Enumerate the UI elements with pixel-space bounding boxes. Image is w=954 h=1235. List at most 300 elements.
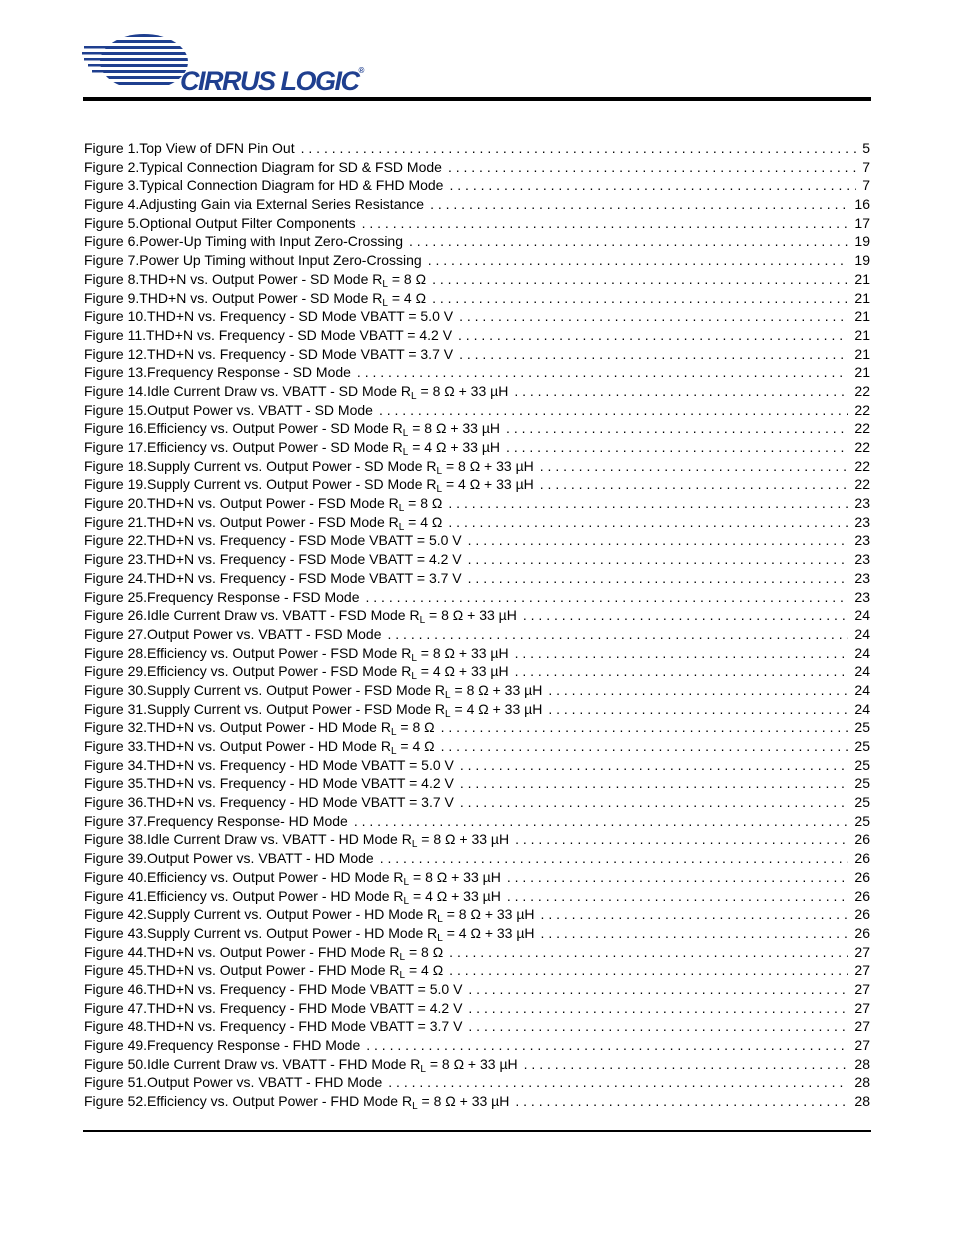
toc-entry[interactable] bbox=[84, 494, 870, 513]
toc-entry-label: Figure 13. bbox=[84, 364, 148, 381]
toc-entry[interactable] bbox=[84, 401, 870, 420]
toc-page-number: 26 bbox=[854, 887, 870, 904]
cirrus-logic-logo bbox=[82, 30, 382, 98]
toc-entry-title bbox=[84, 307, 459, 326]
toc-entry-label: Figure 50. bbox=[84, 1055, 148, 1072]
toc-entry-label: Figure 17. bbox=[84, 439, 148, 455]
toc-leader-dots bbox=[432, 270, 848, 289]
toc-page-number: 19 bbox=[854, 252, 870, 269]
toc-entry[interactable] bbox=[84, 756, 870, 775]
toc-entry-label: Figure 32. bbox=[84, 719, 148, 736]
toc-entry-title bbox=[84, 569, 468, 588]
toc-entry-subscript: L bbox=[437, 932, 443, 943]
toc-entry[interactable] bbox=[84, 363, 870, 382]
toc-entry-subscript: L bbox=[411, 390, 417, 401]
toc-entry[interactable] bbox=[84, 251, 870, 270]
toc-entry-condition: = 8 Ω bbox=[387, 270, 427, 287]
toc-leader-dots bbox=[430, 195, 848, 214]
toc-page-number: 24 bbox=[854, 644, 870, 661]
toc-entry-title bbox=[84, 139, 301, 158]
toc-entry[interactable] bbox=[84, 1017, 870, 1036]
toc-page-number: 23 bbox=[854, 551, 870, 568]
toc-entry[interactable] bbox=[84, 158, 870, 177]
toc-page-number: 24 bbox=[854, 681, 870, 698]
toc-entry-label: Figure 6. bbox=[84, 233, 140, 250]
toc-leader-dots bbox=[524, 1055, 849, 1074]
toc-entry-text: THD+N vs. Frequency - HD Mode VBATT = 3.7 V bbox=[147, 794, 454, 811]
toc-leader-dots bbox=[506, 438, 848, 457]
toc-entry[interactable] bbox=[84, 718, 870, 737]
toc-entry-text: Efficiency vs. Output Power - SD Mode R bbox=[147, 439, 403, 455]
toc-entry-title bbox=[84, 475, 540, 494]
toc-entry-subscript: L bbox=[411, 671, 417, 681]
toc-page-number: 21 bbox=[854, 345, 870, 362]
toc-entry-subscript: L bbox=[436, 465, 443, 476]
toc-entry-text: Output Power vs. VBATT - SD Mode bbox=[147, 401, 373, 418]
toc-entry-title bbox=[84, 382, 514, 401]
toc-leader-dots bbox=[362, 214, 849, 233]
toc-leader-dots bbox=[365, 588, 848, 607]
toc-entry-title bbox=[84, 625, 388, 644]
toc-page-number: 26 bbox=[854, 906, 870, 923]
toc-entry-label: Figure 25. bbox=[84, 588, 148, 605]
toc-entry[interactable] bbox=[84, 1092, 870, 1111]
header-rule bbox=[83, 97, 871, 101]
toc-entry-label: Figure 26. bbox=[84, 607, 148, 624]
toc-entry-title bbox=[84, 401, 379, 420]
toc-entry-text: Output Power vs. VBATT - HD Mode bbox=[147, 850, 374, 867]
toc-leader-dots bbox=[460, 774, 849, 793]
toc-entry-label: Figure 43. bbox=[84, 924, 148, 941]
toc-entry[interactable] bbox=[84, 662, 870, 681]
toc-entry[interactable] bbox=[84, 1055, 870, 1074]
toc-entry-condition: = 8 Ω + 33 µH bbox=[442, 906, 535, 923]
list-of-figures bbox=[84, 139, 870, 1111]
toc-entry[interactable] bbox=[84, 1073, 870, 1092]
toc-page-number: 23 bbox=[854, 532, 870, 549]
toc-entry-label: Figure 18. bbox=[84, 457, 148, 474]
toc-entry-label: Figure 48. bbox=[84, 1018, 148, 1035]
toc-entry-label: Figure 5. bbox=[84, 214, 140, 231]
toc-page-number: 25 bbox=[854, 794, 870, 811]
toc-entry-label: Figure 22. bbox=[84, 532, 148, 549]
toc-entry[interactable] bbox=[84, 176, 870, 195]
toc-page-number: 26 bbox=[854, 831, 870, 848]
toc-leader-dots bbox=[301, 139, 857, 158]
toc-page-number: 28 bbox=[854, 1055, 870, 1072]
toc-entry-condition: = 4 Ω bbox=[387, 289, 427, 306]
toc-entry-text: Supply Current vs. Output Power - SD Mode R bbox=[147, 457, 437, 474]
toc-entry[interactable] bbox=[84, 307, 870, 326]
toc-page-number: 19 bbox=[854, 233, 870, 250]
toc-leader-dots bbox=[468, 550, 849, 569]
toc-entry-condition: = 8 Ω + 33 µH bbox=[416, 382, 509, 399]
toc-entry-title bbox=[84, 700, 548, 719]
toc-page-number: 23 bbox=[854, 513, 870, 530]
toc-leader-dots bbox=[441, 718, 849, 737]
toc-entry[interactable] bbox=[84, 606, 870, 625]
toc-entry-text: Idle Current Draw vs. VBATT - FSD Mode R bbox=[147, 607, 420, 624]
toc-entry[interactable] bbox=[84, 232, 870, 251]
toc-entry-text: THD+N vs. Frequency - SD Mode VBATT = 5.0 V bbox=[147, 308, 454, 325]
toc-entry-condition: = 8 Ω + 33 µH bbox=[409, 868, 501, 885]
toc-entry-text: THD+N vs. Output Power - FHD Mode R bbox=[147, 962, 400, 979]
logo-wordmark: CIRRUS LOGIC bbox=[180, 66, 359, 96]
toc-page-number: 21 bbox=[854, 364, 870, 381]
toc-entry-subscript: L bbox=[445, 708, 451, 719]
toc-entry-label: Figure 14. bbox=[84, 382, 148, 399]
toc-entry-text: THD+N vs. Frequency - FSD Mode VBATT = 4.2 V bbox=[147, 551, 462, 568]
toc-entry[interactable] bbox=[84, 139, 870, 158]
toc-leader-dots bbox=[388, 1073, 848, 1092]
toc-entry[interactable] bbox=[84, 774, 870, 793]
toc-entry-label: Figure 51. bbox=[84, 1074, 148, 1091]
toc-entry-title bbox=[84, 251, 428, 270]
toc-entry-text: Supply Current vs. Output Power - HD Mode R bbox=[147, 906, 438, 923]
toc-leader-dots bbox=[541, 924, 849, 943]
toc-entry-title bbox=[84, 176, 449, 195]
toc-leader-dots bbox=[428, 251, 849, 270]
toc-entry[interactable] bbox=[84, 569, 870, 588]
toc-entry-condition: = 4 Ω + 33 µH bbox=[442, 924, 535, 941]
toc-entry-title bbox=[84, 924, 541, 943]
toc-entry-label: Figure 27. bbox=[84, 625, 148, 642]
toc-entry-label: Figure 41. bbox=[84, 887, 148, 904]
toc-entry[interactable] bbox=[84, 326, 870, 345]
toc-entry-title bbox=[84, 494, 448, 513]
toc-leader-dots bbox=[441, 737, 849, 756]
toc-entry-title bbox=[84, 1073, 388, 1092]
toc-entry-title bbox=[84, 644, 515, 663]
toc-entry-title bbox=[84, 588, 365, 607]
toc-entry-label: Figure 24. bbox=[84, 569, 148, 586]
toc-entry-text: THD+N vs. Frequency - FHD Mode VBATT = 4.2 V bbox=[147, 999, 463, 1016]
toc-entry-text: Efficiency vs. Output Power - HD Mode R bbox=[147, 887, 404, 904]
toc-page-number: 23 bbox=[854, 588, 870, 605]
toc-leader-dots bbox=[541, 905, 849, 924]
toc-entry-title bbox=[84, 943, 449, 962]
toc-entry-title bbox=[84, 681, 548, 700]
toc-entry-condition: = 8 Ω bbox=[405, 943, 444, 960]
toc-entry[interactable] bbox=[84, 475, 870, 494]
toc-entry-subscript: L bbox=[420, 1063, 426, 1074]
toc-entry[interactable] bbox=[84, 943, 870, 962]
toc-entry[interactable] bbox=[84, 550, 870, 569]
toc-entry-condition: = 8 Ω + 33 µH bbox=[425, 607, 517, 624]
toc-entry-title bbox=[84, 961, 449, 980]
toc-entry-title bbox=[84, 606, 523, 625]
toc-page-number: 22 bbox=[854, 476, 870, 493]
toc-entry-label: Figure 1. bbox=[84, 140, 140, 156]
toc-entry-text: Frequency Response- HD Mode bbox=[147, 812, 348, 829]
toc-entry-condition: = 8 Ω + 33 µH bbox=[416, 644, 509, 661]
toc-entry-text: THD+N vs. Output Power - SD Mode R bbox=[139, 289, 383, 306]
toc-leader-dots bbox=[459, 345, 848, 364]
toc-leader-dots bbox=[449, 961, 848, 980]
toc-leader-dots bbox=[366, 1036, 848, 1055]
toc-entry-condition: = 8 Ω bbox=[404, 495, 443, 512]
toc-leader-dots bbox=[548, 681, 848, 700]
toc-entry[interactable] bbox=[84, 438, 870, 457]
toc-page-number: 22 bbox=[854, 420, 870, 437]
toc-entry-label: Figure 8. bbox=[84, 270, 140, 287]
toc-entry-text: Frequency Response - FHD Mode bbox=[147, 1037, 361, 1053]
toc-entry-title bbox=[84, 195, 430, 214]
toc-entry-subscript: L bbox=[403, 876, 410, 887]
toc-leader-dots bbox=[448, 513, 848, 532]
toc-entry-text: Idle Current Draw vs. VBATT - HD Mode R bbox=[147, 831, 412, 848]
toc-entry-text: Typical Connection Diagram for SD & FSD Mode bbox=[139, 158, 442, 175]
toc-entry[interactable] bbox=[84, 382, 870, 401]
toc-entry-label: Figure 42. bbox=[84, 906, 148, 923]
toc-entry-title bbox=[84, 438, 506, 457]
toc-page-number: 21 bbox=[854, 270, 870, 287]
toc-page-number: 26 bbox=[854, 850, 870, 867]
toc-entry-text: THD+N vs. Frequency - HD Mode VBATT = 4.2 V bbox=[147, 775, 454, 792]
toc-entry[interactable] bbox=[84, 513, 870, 532]
toc-entry-subscript: L bbox=[399, 951, 406, 962]
toc-leader-dots bbox=[460, 756, 849, 775]
footer-rule bbox=[83, 1130, 871, 1132]
toc-page-number: 22 bbox=[854, 401, 870, 418]
toc-entry-text: THD+N vs. Output Power - HD Mode R bbox=[147, 719, 391, 736]
toc-page-number: 25 bbox=[854, 719, 870, 736]
toc-leader-dots bbox=[468, 569, 849, 588]
toc-entry[interactable] bbox=[84, 999, 870, 1018]
toc-entry-title bbox=[84, 513, 448, 532]
logo-registered-mark: ® bbox=[358, 66, 365, 75]
toc-leader-dots bbox=[354, 812, 849, 831]
toc-entry-condition: = 4 Ω bbox=[404, 513, 443, 530]
toc-entry[interactable] bbox=[84, 681, 870, 700]
toc-page-number: 25 bbox=[854, 775, 870, 792]
toc-page-number: 21 bbox=[854, 289, 870, 306]
toc-entry-subscript: L bbox=[437, 914, 443, 924]
toc-page-number: 22 bbox=[854, 439, 870, 455]
toc-entry-condition: = 8 Ω bbox=[396, 719, 435, 736]
toc-leader-dots bbox=[515, 830, 848, 849]
toc-entry-text: Efficiency vs. Output Power - FSD Mode R bbox=[147, 644, 412, 661]
toc-page-number: 24 bbox=[854, 663, 870, 680]
toc-entry-title bbox=[84, 1055, 524, 1074]
toc-entry-text: Output Power vs. VBATT - FSD Mode bbox=[147, 625, 382, 642]
toc-page-number: 27 bbox=[854, 980, 870, 997]
toc-entry-text: Top View of DFN Pin Out bbox=[139, 140, 295, 156]
toc-entry[interactable] bbox=[84, 214, 870, 233]
toc-page-number: 25 bbox=[854, 812, 870, 829]
toc-entry[interactable] bbox=[84, 924, 870, 943]
toc-leader-dots bbox=[507, 868, 849, 887]
toc-entry-title bbox=[84, 550, 468, 569]
toc-entry-text: Adjusting Gain via External Series Resistance bbox=[139, 196, 425, 213]
toc-page-number: 23 bbox=[854, 569, 870, 586]
toc-entry[interactable] bbox=[84, 1036, 870, 1055]
toc-page-number: 27 bbox=[854, 999, 870, 1016]
toc-page-number: 26 bbox=[854, 868, 870, 885]
toc-leader-dots bbox=[540, 457, 849, 476]
toc-entry[interactable] bbox=[84, 644, 870, 663]
toc-entry-title bbox=[84, 812, 354, 831]
toc-entry-label: Figure 39. bbox=[84, 850, 148, 867]
toc-entry-label: Figure 30. bbox=[84, 681, 148, 698]
toc-entry-label: Figure 45. bbox=[84, 962, 148, 979]
toc-leader-dots bbox=[448, 494, 848, 513]
toc-entry-text: Typical Connection Diagram for HD & FHD Mode bbox=[139, 177, 444, 194]
toc-page-number: 27 bbox=[854, 943, 870, 960]
toc-entry-label: Figure 37. bbox=[84, 812, 148, 829]
toc-page-number: 21 bbox=[854, 326, 870, 343]
toc-entry-text: THD+N vs. Frequency - FSD Mode VBATT = 5.0 V bbox=[147, 532, 462, 549]
toc-entry-label: Figure 19. bbox=[84, 476, 148, 493]
toc-entry-subscript: L bbox=[411, 652, 417, 663]
toc-page-number: 7 bbox=[862, 177, 870, 194]
toc-entry-subscript: L bbox=[403, 895, 410, 906]
toc-page-number: 28 bbox=[854, 1074, 870, 1091]
toc-entry-subscript: L bbox=[402, 447, 409, 457]
toc-entry[interactable] bbox=[84, 887, 870, 906]
toc-entry-title bbox=[84, 737, 441, 756]
toc-entry-title bbox=[84, 270, 432, 289]
toc-entry-label: Figure 40. bbox=[84, 868, 148, 885]
toc-entry-text: Power Up Timing without Input Zero-Crossing bbox=[139, 252, 422, 269]
toc-entry-subscript: L bbox=[419, 615, 426, 625]
toc-entry-text: THD+N vs. Frequency - FSD Mode VBATT = 3.7 V bbox=[147, 569, 462, 586]
toc-entry-title bbox=[84, 457, 540, 476]
toc-entry[interactable] bbox=[84, 961, 870, 980]
toc-entry-title bbox=[84, 158, 448, 177]
toc-page-number: 24 bbox=[854, 700, 870, 717]
toc-entry[interactable] bbox=[84, 195, 870, 214]
toc-entry-label: Figure 12. bbox=[84, 345, 148, 362]
toc-page-number: 23 bbox=[854, 495, 870, 512]
toc-entry-text: Efficiency vs. Output Power - SD Mode R bbox=[147, 420, 403, 437]
toc-entry-text: THD+N vs. Output Power - FSD Mode R bbox=[147, 495, 399, 512]
toc-page-number: 25 bbox=[854, 756, 870, 773]
toc-entry-label: Figure 46. bbox=[84, 980, 148, 997]
toc-entry[interactable] bbox=[84, 419, 870, 438]
toc-entry-title bbox=[84, 232, 409, 251]
toc-entry-text: THD+N vs. Frequency - FHD Mode VBATT = 5.0 V bbox=[147, 980, 463, 997]
toc-entry-title bbox=[84, 326, 458, 345]
toc-entry[interactable] bbox=[84, 980, 870, 999]
toc-leader-dots bbox=[449, 943, 848, 962]
toc-leader-dots bbox=[448, 158, 856, 177]
toc-entry[interactable] bbox=[84, 700, 870, 719]
toc-entry-text: THD+N vs. Frequency - SD Mode VBATT = 3.7 V bbox=[147, 345, 454, 362]
toc-entry-text: Frequency Response - SD Mode bbox=[147, 364, 351, 381]
toc-entry-text: Supply Current vs. Output Power - SD Mode R bbox=[147, 476, 437, 493]
toc-page-number: 24 bbox=[854, 625, 870, 642]
toc-entry-title bbox=[84, 1017, 468, 1036]
toc-entry-label: Figure 52. bbox=[84, 1093, 148, 1110]
toc-leader-dots bbox=[506, 419, 848, 438]
toc-entry-label: Figure 23. bbox=[84, 551, 148, 568]
toc-entry[interactable] bbox=[84, 531, 870, 550]
toc-entry-condition: = 4 Ω + 33 µH bbox=[442, 476, 534, 493]
toc-entry-label: Figure 7. bbox=[84, 252, 140, 269]
toc-entry[interactable] bbox=[84, 588, 870, 607]
toc-entry-condition: = 8 Ω + 33 µH bbox=[417, 831, 510, 848]
toc-leader-dots bbox=[548, 700, 848, 719]
toc-entry-condition: = 4 Ω bbox=[396, 738, 435, 754]
toc-leader-dots bbox=[468, 980, 848, 999]
toc-entry-text: Efficiency vs. Output Power - FHD Mode R bbox=[147, 1093, 413, 1110]
toc-entry-title bbox=[84, 1036, 366, 1055]
toc-entry-text: Idle Current Draw vs. VBATT - FHD Mode R bbox=[147, 1055, 421, 1072]
toc-entry-title bbox=[84, 999, 468, 1018]
toc-leader-dots bbox=[515, 644, 849, 663]
toc-entry-condition: = 4 Ω + 33 µH bbox=[409, 887, 501, 904]
toc-entry[interactable] bbox=[84, 289, 870, 308]
toc-entry[interactable] bbox=[84, 830, 870, 849]
toc-entry-condition: = 8 Ω + 33 µH bbox=[450, 681, 543, 698]
toc-leader-dots bbox=[409, 232, 848, 251]
toc-leader-dots bbox=[523, 606, 849, 625]
toc-entry[interactable] bbox=[84, 849, 870, 868]
toc-page-number: 28 bbox=[854, 1093, 870, 1110]
toc-leader-dots bbox=[459, 307, 848, 326]
toc-entry-label: Figure 34. bbox=[84, 756, 148, 773]
toc-entry-text: Supply Current vs. Output Power - HD Mode R bbox=[147, 924, 438, 941]
toc-entry-subscript: L bbox=[411, 839, 418, 850]
toc-entry-text: Supply Current vs. Output Power - FSD Mode R bbox=[147, 700, 446, 717]
toc-entry[interactable] bbox=[84, 812, 870, 831]
toc-entry-title bbox=[84, 980, 468, 999]
toc-entry-title bbox=[84, 830, 515, 849]
toc-entry[interactable] bbox=[84, 270, 870, 289]
toc-entry-label: Figure 10. bbox=[84, 308, 148, 325]
toc-entry-label: Figure 38. bbox=[84, 831, 148, 848]
toc-page-number: 22 bbox=[854, 382, 870, 399]
logo-swoosh-icon bbox=[82, 30, 192, 90]
toc-entry-title bbox=[84, 793, 460, 812]
toc-entry-condition: = 8 Ω + 33 µH bbox=[425, 1055, 518, 1072]
toc-leader-dots bbox=[468, 1017, 848, 1036]
toc-page-number: 16 bbox=[854, 196, 870, 213]
toc-entry-condition: = 8 Ω + 33 µH bbox=[408, 420, 501, 437]
toc-entry-label: Figure 2. bbox=[84, 158, 140, 175]
toc-entry-label: Figure 20. bbox=[84, 495, 148, 512]
toc-entry-text: Frequency Response - FSD Mode bbox=[147, 588, 360, 605]
toc-entry[interactable] bbox=[84, 868, 870, 887]
toc-entry[interactable] bbox=[84, 625, 870, 644]
toc-entry[interactable] bbox=[84, 793, 870, 812]
toc-entry[interactable] bbox=[84, 737, 870, 756]
toc-entry-text: Idle Current Draw vs. VBATT - SD Mode R bbox=[147, 382, 412, 399]
toc-entry-label: Figure 21. bbox=[84, 513, 148, 530]
toc-page-number: 27 bbox=[854, 962, 870, 979]
toc-page-number: 27 bbox=[854, 1018, 870, 1035]
toc-entry-label: Figure 29. bbox=[84, 663, 148, 680]
toc-entry-text: Efficiency vs. Output Power - HD Mode R bbox=[147, 868, 404, 885]
toc-page-number: 25 bbox=[854, 738, 870, 754]
toc-entry-title bbox=[84, 662, 515, 681]
toc-entry-text: THD+N vs. Frequency - HD Mode VBATT = 5.0 V bbox=[147, 756, 454, 773]
toc-entry-title bbox=[84, 718, 441, 737]
toc-entry-label: Figure 11. bbox=[84, 326, 146, 343]
toc-entry-subscript: L bbox=[445, 689, 451, 700]
toc-entry-title bbox=[84, 774, 460, 793]
toc-entry-text: THD+N vs. Output Power - SD Mode R bbox=[139, 270, 383, 287]
toc-leader-dots bbox=[379, 401, 848, 420]
toc-entry-label: Figure 31. bbox=[84, 700, 148, 717]
toc-entry[interactable] bbox=[84, 457, 870, 476]
toc-entry[interactable] bbox=[84, 345, 870, 364]
toc-entry-text: THD+N vs. Frequency - SD Mode VBATT = 4.2 V bbox=[146, 326, 453, 343]
toc-page-number: 22 bbox=[854, 457, 870, 474]
toc-entry[interactable] bbox=[84, 905, 870, 924]
toc-entry-subscript: L bbox=[412, 1101, 418, 1111]
